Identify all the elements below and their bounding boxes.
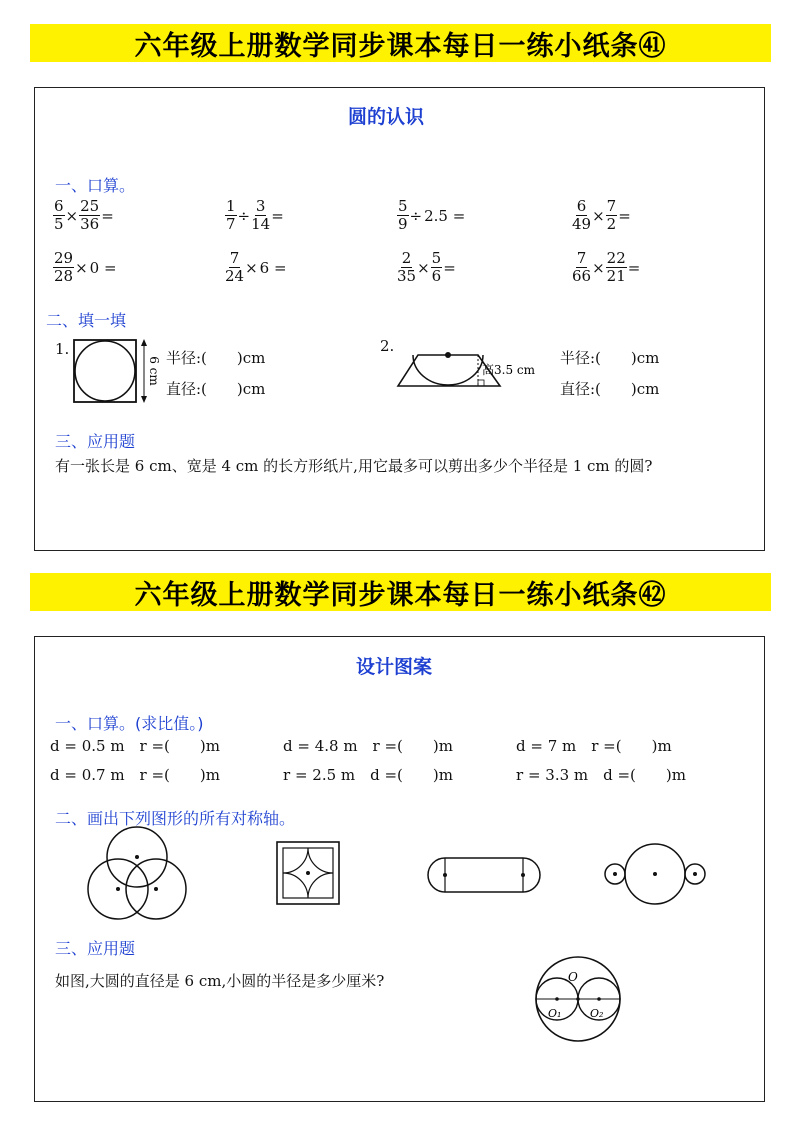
- fraction: [606, 198, 618, 233]
- numerator: 3: [255, 197, 266, 215]
- o1-dot: [555, 997, 559, 1001]
- fraction: [79, 198, 100, 233]
- three-circles-figure: [80, 825, 200, 925]
- operator: ×: [75, 258, 88, 277]
- fraction: [53, 250, 74, 285]
- fraction: [606, 250, 627, 285]
- expression-tail: =: [271, 206, 284, 225]
- dimension-label: 6 cm: [147, 356, 161, 386]
- operator: ×: [65, 206, 79, 225]
- operator: ×: [417, 258, 430, 277]
- numerator: 1: [226, 197, 236, 215]
- big-circle-two-small-circles-figure: [530, 955, 630, 1045]
- square-arcs-figure: [275, 840, 345, 910]
- radius-blank-1: 半径:( )cm: [166, 349, 266, 367]
- square-center-dot: [306, 871, 310, 875]
- numerator: 7: [576, 249, 587, 267]
- numerator: 7: [606, 197, 617, 215]
- inscribed-circle: [75, 341, 135, 401]
- denominator: 35: [397, 267, 417, 285]
- denominator: 6: [431, 267, 442, 285]
- word-problem-41: 有一张长是 6 cm、宽是 4 cm 的长方形纸片,用它最多可以剪出多少个半径是 1 cm 的圆?: [55, 457, 653, 475]
- numerator: 29: [54, 249, 74, 267]
- page-title-42: 设计图案: [356, 656, 433, 678]
- numerator: 2: [401, 249, 412, 267]
- fraction: [251, 198, 270, 233]
- word-problem-42: 如图,大圆的直径是 6 cm,小圆的半径是多少厘米?: [55, 972, 385, 990]
- fraction: [397, 198, 409, 233]
- denominator: 14: [251, 215, 271, 233]
- calc-expression: [572, 250, 641, 285]
- ratio-1-1: d = 0.5 m r =( )m: [50, 737, 220, 755]
- numerator: 25: [80, 197, 100, 215]
- diameter-blank-1: 直径:( )cm: [166, 380, 266, 398]
- section-heading-ratio: 一、口算。(求比值。): [55, 714, 204, 733]
- calc-expression: [397, 250, 457, 285]
- left-center-dot: [116, 887, 120, 891]
- right-dot: [521, 873, 525, 877]
- radius-blank-2: 半径:( )cm: [560, 349, 660, 367]
- operator: ×: [592, 206, 605, 225]
- ratio-1-3: d = 7 m r =( )m: [516, 737, 672, 755]
- circle-in-square-figure: [70, 336, 160, 406]
- semicircle-arc: [413, 355, 483, 385]
- numerator: 6: [576, 197, 587, 215]
- section-heading-mental-math: 一、口算。: [55, 176, 136, 195]
- section-heading-word-problem-42: 三、应用题: [55, 939, 136, 958]
- denominator: 9: [398, 215, 408, 233]
- calc-expression: [225, 198, 285, 233]
- fraction: [572, 250, 591, 285]
- label-o2: O₂: [590, 1007, 604, 1020]
- label-o: O: [568, 970, 578, 984]
- section-heading-fill-in: 二、填一填: [46, 311, 127, 330]
- height-label: 高3.5 cm: [482, 363, 535, 377]
- ratio-2-2: r = 2.5 m d =( )m: [283, 766, 453, 784]
- numerator: 6: [54, 197, 64, 215]
- numerator: 22: [606, 249, 626, 267]
- denominator: 49: [572, 215, 592, 233]
- page-title-41: 圆的认识: [348, 106, 425, 128]
- denominator: 28: [54, 267, 74, 285]
- expression-tail: =: [618, 206, 631, 225]
- denominator: 66: [572, 267, 592, 285]
- top-center-dot: [135, 855, 139, 859]
- numerator: 5: [431, 249, 442, 267]
- operator: ÷: [237, 206, 251, 225]
- denominator: 36: [80, 215, 100, 233]
- right-center-dot: [154, 887, 158, 891]
- left-dot: [443, 873, 447, 877]
- fraction: [431, 250, 443, 285]
- fraction: [572, 198, 591, 233]
- fraction: [397, 250, 416, 285]
- expression-tail: 2.5 =: [424, 206, 466, 225]
- right-angle-mark: [478, 380, 484, 386]
- center-dot: [445, 352, 451, 358]
- expression-tail: =: [627, 258, 641, 277]
- fill-item-1-number: 1.: [55, 340, 70, 358]
- fraction: [225, 198, 237, 233]
- small-left-dot: [613, 872, 617, 876]
- denominator: 2: [606, 215, 617, 233]
- o-dot: [576, 997, 580, 1001]
- fill-item-2-number: 2.: [380, 337, 395, 355]
- calc-expression: [53, 198, 115, 233]
- stadium-figure: [428, 855, 543, 895]
- expression-tail: 0 =: [89, 258, 117, 277]
- expression-tail: 6 =: [259, 258, 287, 277]
- section-heading-symmetry: 二、画出下列图形的所有对称轴。: [55, 809, 296, 828]
- numerator: 5: [398, 197, 408, 215]
- banner-41: 六年级上册数学同步课本每日一练小纸条㊶: [30, 24, 771, 62]
- expression-tail: =: [101, 206, 114, 225]
- semicircle-in-trapezoid-figure: [396, 348, 556, 393]
- label-o1: O₁: [548, 1007, 562, 1020]
- ratio-2-3: r = 3.3 m d =( )m: [516, 766, 686, 784]
- calc-expression: [225, 250, 288, 285]
- denominator: 7: [226, 215, 236, 233]
- operator: ×: [592, 258, 605, 277]
- big-center-dot: [653, 872, 657, 876]
- numerator: 7: [229, 249, 240, 267]
- operator: ×: [245, 258, 258, 277]
- ratio-1-2: d = 4.8 m r =( )m: [283, 737, 453, 755]
- calc-expression: [397, 198, 466, 233]
- fraction: [53, 198, 65, 233]
- arrow-up-icon: [141, 339, 147, 346]
- fraction: [225, 250, 244, 285]
- denominator: 21: [606, 267, 626, 285]
- section-heading-word-problem-41: 三、应用题: [55, 432, 136, 451]
- ratio-2-1: d = 0.7 m r =( )m: [50, 766, 220, 784]
- arrow-down-icon: [141, 396, 147, 403]
- expression-tail: =: [443, 258, 456, 277]
- worksheet-panel-41: [34, 87, 765, 551]
- denominator: 24: [225, 267, 245, 285]
- calc-expression: [572, 198, 632, 233]
- denominator: 5: [54, 215, 64, 233]
- operator: ÷: [409, 206, 423, 225]
- o2-dot: [597, 997, 601, 1001]
- diameter-blank-2: 直径:( )cm: [560, 380, 660, 398]
- calc-expression: [53, 250, 118, 285]
- circle-with-two-small-circles-figure: [602, 840, 712, 910]
- banner-42: 六年级上册数学同步课本每日一练小纸条㊷: [30, 573, 771, 611]
- small-right-dot: [693, 872, 697, 876]
